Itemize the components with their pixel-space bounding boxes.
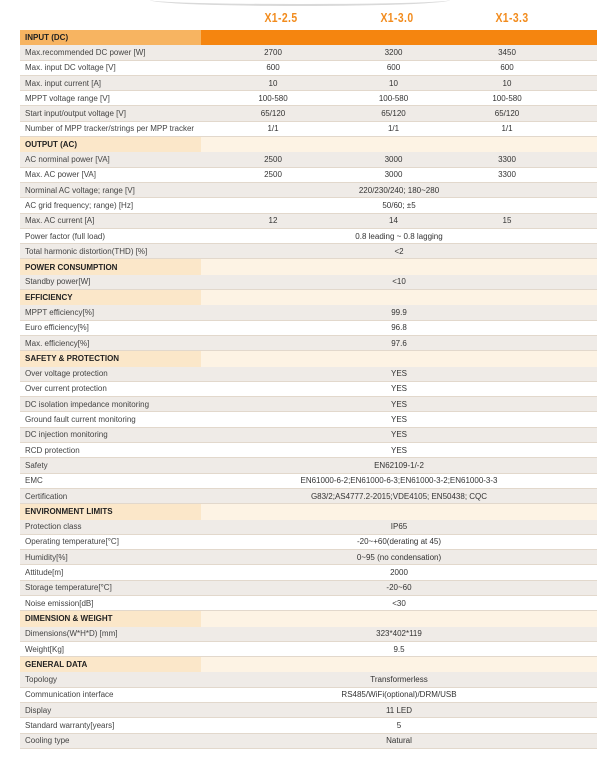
spec-label: Max. AC current [A] — [25, 216, 95, 226]
section-header — [20, 30, 597, 45]
spec-row — [20, 229, 597, 244]
spec-value: 65/120 — [494, 109, 520, 119]
section-header-fill — [201, 657, 597, 672]
spec-label: Protection class — [25, 522, 82, 532]
spec-label: DC injection monitoring — [25, 430, 108, 440]
spec-value: 15 — [502, 216, 512, 226]
spec-value-shared: G83/2;AS4777.2-2015;VDE4105; EN50438; CQC — [310, 491, 488, 501]
spec-row — [20, 565, 597, 580]
spec-label: RCD protection — [25, 445, 80, 455]
spec-value-shared: <10 — [392, 277, 406, 287]
spec-value: 14 — [389, 216, 398, 226]
spec-label: MPPT voltage range [V] — [25, 93, 110, 103]
spec-value-shared: 97.6 — [391, 338, 407, 348]
spec-row — [20, 168, 597, 183]
spec-label: Cooling type — [25, 736, 70, 746]
spec-label: Number of MPP tracker/strings per MPP tracker — [25, 124, 195, 134]
spec-value: 600 — [500, 63, 514, 73]
spec-row — [20, 412, 597, 427]
spec-value-shared: Transformerless — [370, 675, 428, 685]
spec-label: Noise emission[dB] — [25, 598, 94, 608]
spec-value: 100-580 — [378, 93, 409, 103]
spec-row — [20, 45, 597, 60]
spec-value: 3300 — [498, 170, 516, 180]
spec-value-shared: 0~95 (no condensation) — [356, 552, 442, 562]
spec-value: 600 — [386, 63, 401, 73]
spec-label: Certification — [25, 491, 68, 501]
spec-label: AC grid frequency; range) [Hz] — [25, 200, 134, 210]
spec-value: 3450 — [498, 47, 516, 57]
spec-value: 12 — [268, 216, 278, 226]
spec-label: Attitude[m] — [25, 568, 64, 578]
spec-value-shared: YES — [390, 445, 407, 455]
spec-row — [20, 688, 597, 703]
section-header-fill — [201, 30, 597, 45]
spec-value-shared: 99.9 — [391, 307, 407, 317]
spec-value: 3000 — [384, 155, 403, 165]
spec-value-shared: YES — [390, 430, 407, 440]
spec-label: Storage temperature[°C] — [25, 583, 112, 593]
section-header-fill — [201, 137, 597, 152]
spec-value-shared: RS485/WiFi(optional)/DRM/USB — [341, 690, 457, 700]
spec-value-shared: 96.8 — [391, 323, 407, 333]
spec-label: Euro efficiency[%] — [25, 323, 89, 333]
spec-value: 600 — [266, 63, 280, 73]
spec-value: 1/1 — [267, 124, 279, 134]
spec-label: Ground fault current monitoring — [25, 415, 136, 425]
spec-label: Total harmonic distortion(THD) [%] — [25, 246, 148, 256]
spec-value-shared: EN62109-1/-2 — [374, 460, 424, 470]
spec-row — [20, 458, 597, 473]
spec-label: Over voltage protection — [25, 369, 108, 379]
spec-label: Standby power[W] — [25, 277, 91, 287]
section-header — [20, 351, 597, 366]
spec-value: 2700 — [264, 47, 282, 57]
spec-label: Standard warranty[years] — [25, 721, 115, 730]
spec-label: Display — [25, 705, 52, 715]
spec-label: EMC — [25, 476, 43, 486]
section-title: DIMENSION & WEIGHT — [20, 611, 201, 626]
section-header — [20, 657, 597, 672]
spec-value-shared: IP65 — [390, 522, 408, 532]
spec-row — [20, 550, 597, 565]
model-name: X1-2.5 — [264, 10, 298, 25]
spec-label: Weight[Kg] — [25, 644, 64, 654]
spec-row — [20, 305, 597, 320]
spec-value: 10 — [502, 78, 512, 88]
section-header — [20, 137, 597, 152]
spec-row — [20, 76, 597, 91]
spec-value: 65/120 — [381, 109, 406, 119]
spec-row — [20, 244, 597, 259]
spec-value-shared: -20~60 — [386, 583, 412, 593]
header-swoosh — [150, 0, 450, 6]
spec-row — [20, 122, 597, 137]
spec-row — [20, 627, 597, 642]
spec-row — [20, 672, 597, 687]
section-header — [20, 259, 597, 274]
spec-row — [20, 443, 597, 458]
spec-label: Humidity[%] — [25, 552, 68, 562]
section-header — [20, 290, 597, 305]
spec-label: AC norminal power [VA] — [25, 155, 110, 165]
section-title: EFFICIENCY — [20, 290, 201, 305]
spec-row — [20, 718, 597, 733]
spec-value-shared: 11 LED — [385, 705, 413, 715]
spec-row — [20, 91, 597, 106]
section-title: ENVIRONMENT LIMITS — [20, 504, 201, 519]
model-name: X1-3.0 — [380, 10, 414, 25]
spec-value-shared: <30 — [392, 598, 406, 608]
spec-label: Power factor (full load) — [25, 231, 106, 241]
spec-label: Topology — [25, 675, 58, 685]
spec-row — [20, 520, 597, 535]
section-header-fill — [201, 259, 597, 274]
spec-label: Safety — [25, 460, 48, 470]
section-title: SAFETY & PROTECTION — [20, 351, 201, 366]
spec-value: 10 — [389, 78, 398, 88]
section-header-fill — [201, 611, 597, 626]
spec-value-shared: EN61000-6-2;EN61000-6-3;EN61000-3-2;EN61000-3-3 — [300, 476, 498, 486]
spec-value-shared: Natural — [386, 736, 412, 746]
spec-label: Max. AC power [VA] — [25, 170, 96, 180]
spec-row — [20, 198, 597, 213]
spec-value: 100-580 — [258, 93, 288, 103]
spec-value: 65/120 — [260, 109, 286, 119]
spec-label: Max. input current [A] — [25, 78, 102, 88]
section-header — [20, 504, 597, 519]
spec-value: 100-580 — [492, 93, 522, 103]
spec-row — [20, 214, 597, 229]
spec-label: Start input/output voltage [V] — [25, 109, 126, 119]
spec-value: 10 — [268, 78, 278, 88]
model-name: X1-3.3 — [495, 10, 529, 25]
spec-row — [20, 61, 597, 76]
spec-table — [20, 30, 597, 749]
spec-row — [20, 489, 597, 504]
spec-value-shared: -20~+60(derating at 45) — [356, 537, 442, 547]
spec-value: 3300 — [498, 155, 516, 165]
spec-value-shared: 5 — [396, 721, 402, 730]
spec-row — [20, 397, 597, 412]
spec-row — [20, 581, 597, 596]
spec-value-shared: 2000 — [390, 568, 408, 578]
spec-row — [20, 734, 597, 749]
model-header — [0, 10, 600, 26]
spec-label: Max. efficiency[%] — [25, 338, 90, 348]
spec-row — [20, 428, 597, 443]
spec-row — [20, 321, 597, 336]
section-header — [20, 611, 597, 626]
spec-value-shared: YES — [390, 415, 407, 425]
spec-value-shared: 0.8 leading ~ 0.8 lagging — [355, 231, 443, 241]
spec-value: 2500 — [264, 170, 282, 180]
spec-row — [20, 535, 597, 550]
spec-value: 2500 — [264, 155, 282, 165]
spec-value-shared: 9.5 — [393, 644, 405, 654]
spec-row — [20, 275, 597, 290]
section-title: POWER CONSUMPTION — [20, 259, 201, 274]
spec-value: 1/1 — [387, 124, 400, 134]
spec-row — [20, 642, 597, 657]
spec-value: 3200 — [384, 47, 403, 57]
spec-value: 1/1 — [501, 124, 513, 134]
spec-row — [20, 703, 597, 718]
section-header-fill — [201, 290, 597, 305]
spec-value-shared: 50/60; ±5 — [382, 200, 416, 210]
spec-label: Communication interface — [25, 690, 114, 700]
spec-row — [20, 152, 597, 167]
spec-value: 3000 — [384, 170, 403, 180]
spec-label: Operating temperature[°C] — [25, 537, 119, 547]
spec-label: MPPT efficiency[%] — [25, 307, 95, 317]
section-header-fill — [201, 504, 597, 519]
spec-value-shared: YES — [390, 384, 407, 394]
section-header-fill — [201, 351, 597, 366]
spec-label: Max.recommended DC power [W] — [25, 47, 146, 57]
spec-value-shared: 323*402*119 — [376, 629, 422, 639]
spec-row — [20, 183, 597, 198]
spec-label: DC isolation impedance monitoring — [25, 399, 150, 409]
section-title: GENERAL DATA — [20, 657, 201, 672]
spec-row — [20, 596, 597, 611]
spec-label: Norminal AC voltage; range [V] — [25, 185, 135, 195]
spec-row — [20, 382, 597, 397]
spec-value-shared: <2 — [394, 246, 404, 256]
section-title: INPUT (DC) — [20, 30, 201, 45]
spec-label: Max. input DC voltage [V] — [25, 63, 116, 73]
spec-label: Dimensions(W*H*D) [mm] — [25, 629, 118, 639]
spec-value-shared: 220/230/240; 180~280 — [358, 185, 440, 195]
spec-value-shared: YES — [390, 369, 407, 379]
spec-value-shared: YES — [390, 399, 407, 409]
spec-row — [20, 474, 597, 489]
spec-label: Over current protection — [25, 384, 107, 394]
section-title: OUTPUT (AC) — [20, 137, 201, 152]
spec-row — [20, 367, 597, 382]
spec-row — [20, 106, 597, 121]
spec-row — [20, 336, 597, 351]
